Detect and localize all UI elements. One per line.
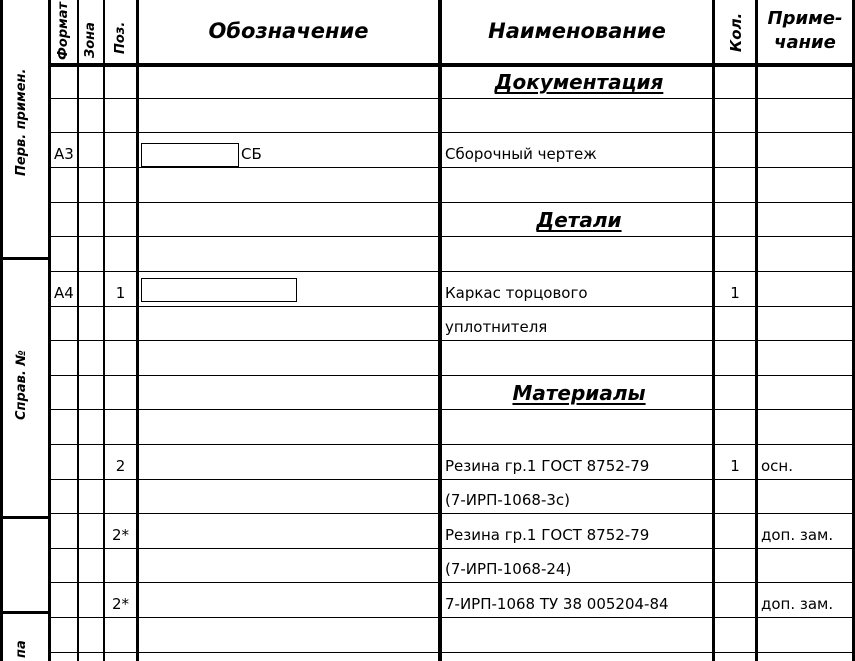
row3-designation-field[interactable] [141, 143, 239, 167]
header-qty: Кол. [727, 12, 745, 52]
col-line-name [438, 0, 442, 661]
row-line [48, 479, 855, 480]
col-line-poz [103, 0, 105, 661]
col-line-zona [77, 0, 79, 661]
row-line [48, 167, 855, 168]
row17-name: 7-ИРП-1068 ТУ 38 005204-84 [445, 595, 669, 613]
row17-poz: 2* [111, 595, 130, 613]
row16-name: (7-ИРП-1068-24) [445, 560, 572, 578]
row8-designation-field[interactable] [141, 278, 297, 302]
row15-note: доп. зам. [761, 526, 834, 544]
row-line [48, 513, 855, 514]
section-documentation: Документация [494, 70, 664, 94]
row-line [48, 652, 855, 653]
side-label-perv-primen: Перв. примен. [14, 68, 29, 176]
row13-note: осн. [761, 457, 793, 475]
row-line [48, 271, 855, 272]
table-left-border [48, 0, 51, 661]
header-poz: Поз. [113, 21, 128, 54]
row13-poz: 2 [115, 457, 126, 475]
row9-name: уплотнителя [445, 318, 548, 336]
row13-name: Резина гр.1 ГОСТ 8752-79 [445, 457, 650, 475]
row-line [48, 98, 855, 99]
row8-name: Каркас торцового [445, 284, 588, 302]
side-divider-1 [0, 257, 51, 260]
row-line [48, 132, 855, 133]
header-format: Формат [56, 1, 71, 60]
row8-qty: 1 [730, 284, 740, 302]
header-note-line1: Приме- [767, 8, 843, 29]
header-designation: Обозначение [208, 19, 369, 43]
row-line [48, 306, 855, 307]
section-materials: Материалы [512, 381, 646, 405]
side-label-bottom-fragment: па [14, 640, 29, 658]
side-label-sprav-no: Справ. № [14, 350, 29, 420]
row-line [48, 340, 855, 341]
col-line-note [755, 0, 758, 661]
header-zona: Зона [83, 22, 98, 58]
row3-name: Сборочный чертеж [445, 145, 597, 163]
side-divider-3 [0, 611, 51, 614]
row15-name: Резина гр.1 ГОСТ 8752-79 [445, 526, 650, 544]
row17-note: доп. зам. [761, 595, 834, 613]
row14-name: (7-ИРП-1068-3с) [445, 491, 570, 509]
col-line-qty [712, 0, 715, 661]
row8-format: А4 [54, 284, 74, 302]
left-margin-border [0, 0, 3, 661]
row-line [48, 202, 855, 203]
header-bottom-line [48, 63, 855, 67]
side-divider-2 [0, 516, 51, 519]
row13-qty: 1 [730, 457, 740, 475]
row8-poz: 1 [115, 284, 126, 302]
header-name: Наименование [488, 19, 666, 43]
row-line [48, 375, 855, 376]
header-note-line2: чание [774, 32, 836, 53]
row-line [48, 582, 855, 583]
row-line [48, 548, 855, 549]
row-line [48, 409, 855, 410]
row3-designation-suffix: СБ [241, 145, 262, 163]
row15-poz: 2* [111, 526, 130, 544]
section-details: Детали [536, 208, 622, 232]
col-line-designation [136, 0, 139, 661]
row-line [48, 236, 855, 237]
row-line [48, 617, 855, 618]
row3-format: А3 [54, 145, 74, 163]
row-line [48, 444, 855, 445]
